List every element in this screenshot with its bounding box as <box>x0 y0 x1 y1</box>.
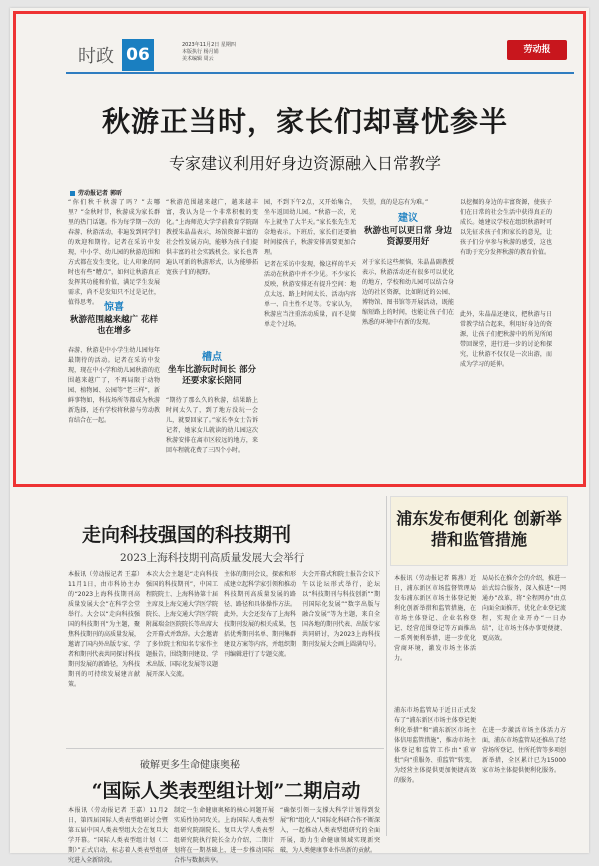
phenome-col3: “确保引领一支撑大科学计划得到发展”和“组化人”国际化科研合作不断深入，一起推动人类表型组研究的全面开展，助力生命健康领域实现新突破，为人类健康事业作出新的贡献。 <box>280 807 380 854</box>
subhead-complaint-title: 坐车比游玩时间长 部分还要求家长陪同 <box>168 365 256 386</box>
pudong-col1-para1: 本报讯（劳动报记者 陈燕）近日，浦东新区市场监督管理局发布浦东新区市场主体登记便利化创新举措和监管措施，在市场主体登记、企业名称登记、经营范围登记等方面推出一系列便利举措，进一步优化营商环境，激发市场主体活力。 <box>394 575 476 662</box>
lead-col5-para1: 以挖掘的身边的丰富资源，使孩子们在日常的社会生活中获得真正的成长。她建议学校在组织秋游时可以先征求孩子们和家长的意见，让孩子们分享参与秋游的感受，这也有助于充分发挥秋游的教育价值。 <box>460 199 552 256</box>
lead-col1-para2: 春游、秋游是中小学生幼儿园每年最期待的活动。记者在采访中发现，现在中小学和幼儿园秋游的范围越来越广了，不再局限于动物园、植物园、公园等“老三样”，新鲜事物如，科技场所等都成为秋游新选择，还有学校将秋游与劳动教育结合在一起。 <box>68 347 160 424</box>
lead-subheadline: 专家建议利用好身边资源融入日常教学 <box>168 154 441 173</box>
review-line: 美术编辑 周云 <box>182 56 214 62</box>
subhead-advice-title: 秋游也可以更日常 身边资源要用好 <box>364 226 452 247</box>
story-divider <box>66 748 384 749</box>
lead-col4-para2: 对于家长这些烦恼，朱晶晶副教授表示，秋游活动还有很多可以优化的地方，学校和幼儿园可以结合身边的社区资源，比如附近的公园、博物馆、图书馆等开展活动，既能缩短路上的时间，也能让孩子们在熟悉的环境中有新的发现。 <box>362 259 454 326</box>
masthead-rule <box>66 72 574 74</box>
tech-headline: 走向科技强国的科技期刊 <box>82 524 292 546</box>
subhead-complaint <box>166 351 258 387</box>
lead-col3-para2: 记者在采访中发现，像这样的半天活动在秋游中并不少见。不少家长反映，秋游安排还有提升空间：地点太远、路上时间太长、活动内容单一、自主性不足等。专家认为，秋游应当注重活动质量，而不是简单走个过场。 <box>264 261 356 328</box>
subhead-surprise-title: 秋游范围越来越广 花样也在增多 <box>70 315 158 336</box>
subhead-surprise <box>68 301 160 337</box>
pudong-headline: 浦东发布便利化 创新举措和监管措施 <box>396 509 562 549</box>
tech-col3: 主体的期刊会议，探索和形成建立起科学家引领和推动科技期刊高质量发展的路径、路径和具体操作方法。此外，大会还发布了上海科技期刊发展的相关成果，包括优秀期刊名单、期刊集群建设方案等内容，并组织期刊编辑进行了专题交流。 <box>224 571 297 658</box>
lead-col3-para1: 园，不到下午2点，又开始集合，坐车返回幼儿园。“秋游一次，光车上就坐了大半天。”家长张先生无奈地表示。下班后，家长们还要抽时间接孩子，秋游安排需要更加合理。 <box>264 199 356 256</box>
phenome-kicker: 破解更多生命健康奥秘 <box>140 760 240 771</box>
lead-col5-para2: 此外，朱晶晶还建议，把秋游与日常教学结合起来，利用好身边的资源，让孩子们把秋游中的所见所闻带回课堂，进行进一步的讨论和探究，让秋游不仅仅是一次出游，而成为学习的延伸。 <box>460 311 552 368</box>
lead-byline: 劳动报记者 郭昕 <box>70 188 122 197</box>
lead-col2-para1: “秋游范围越来越广，越来越丰富，我认为是一个非常积极的变化。”上海师范大学学前教育学院副教授朱晶晶表示，场馆资源丰富的社会性发展方向，能够为孩子们提供丰富的社会实践机会。家长也普遍认可新的秋游形式，认为能够拓宽孩子们的视野。 <box>166 199 258 276</box>
lead-headline: 秋游正当时，家长们却喜忧参半 <box>101 105 508 138</box>
lead-col2-para2: “期待了那么久的秋游，结果路上时间太久了，到了地方没玩一会儿，就要回家了。”家长李女士告诉记者，她家女儿就读的幼儿园这次秋游安排在离市区较远的地方，来回车程就花费了三四个小时。 <box>166 397 258 454</box>
newspaper-logo: 劳动报 <box>507 40 567 60</box>
subhead-advice-tag: 建议 <box>398 213 418 224</box>
lead-col1-para1: “你们秋千秋游了吗？”去哪里？”金秋时节，秋游成为家长群里的热门话题。作为每学期一次的春游、秋游活动，非遍发到同学们的欢迎和期待。记者在采访中发现，中小学、幼儿园的秋游范围和方式都在发生变化，让人印象的同时也有些“糟点”，如何让秋游真正发挥其功能和价值，满足学生发展需求，尚不是发知只不过是记住，值得思考。 <box>68 199 160 306</box>
pudong-col2-para2: 在进一步激活市场主体活力方面，浦东市场监管局还推出了经营场所登记、住所托管等多项创新举措，全区累计已为15000家市场主体提供便利化服务。 <box>482 727 567 774</box>
subhead-advice <box>362 212 454 248</box>
column-divider <box>386 496 387 836</box>
newspaper-page <box>10 8 589 864</box>
editor-line: 本版执行 杨月娟 <box>182 49 219 55</box>
section-title: 时政 <box>78 46 114 67</box>
tech-col2: 本次大会主题是“走向科技强国的科技期刊”，中国工程院院士、上海科协第十届主席及上海交通大学医学院院长、上海交通大学医学院附属瑞金医院院长等出席大会开幕式并致辞。大会邀请了多位院士和知名专家作主题报告，围绕期刊建设、学术出版、国际化发展等议题展开深入交流。 <box>146 571 219 678</box>
tech-col1: 本报讯（劳动报记者 王嘉）11月1日，由市科协主办的“2023上海科技期刊高质量发展大会”在科学会堂举行。大会以“走向科技强国的科技期刊”为主题，聚焦科技期刊的高质量发展，邀请了国内外出版专家、学者和期刊代表共同探讨科技期刊发展的新路径，为科技期刊的可持续发展建言献策。 <box>68 571 141 688</box>
phenome-headline: “国际人类表型组计划”二期启动 <box>91 780 361 802</box>
tech-subheadline: 2023上海科技期刊高质量发展大会举行 <box>120 552 305 564</box>
subhead-complaint-tag: 槽点 <box>202 352 222 363</box>
pudong-col1-para2: 浦东市场监管局于近日正式发布了“浦东新区市场主体登记便利化举措”和“浦东新区市场主体信用监管措施”，推动市场主体登记和监管工作由“重审批”向“重服务、重监管”转变，为经营主体提供更加便捷高效的服务。 <box>394 707 476 784</box>
subhead-surprise-tag: 惊喜 <box>104 302 124 313</box>
phenome-col2: 制定一生命健康奥秘的核心问题开展实质性协同攻关。上海国际人类表型组研究院副院长、复旦大学人类表型组研究院执行院长金力介绍，二期计划将在一期基础上，进一步推动国际合作与数据共享。 <box>174 807 274 864</box>
pudong-col2-para1: 局局长在推介会的介绍，推进一站式综合服务，深入推进“一网通办”改革，将“全程网办”由点向面全面推开，优化企业登记流程，实现企业开办“一日办结”，让市场主体办事更便捷、更高效。 <box>482 575 567 642</box>
tech-col4: 大会开幕式和院士报告会议下午以论坛形式举行，论坛以“科技期刊与科技创新”“期刊国际化发展”“数字出版与融合发展”等为主题，来自全国各地的期刊代表、出版专家共同研讨，为2023上海科技期刊发展大会画上圆满句号。 <box>302 571 381 648</box>
date-line: 2023年11月2日 星期四 <box>182 42 236 48</box>
lead-col4-para1: 失望，真的是忘有为难。” <box>362 199 429 206</box>
page-number: 06 <box>122 39 154 71</box>
masthead-meta <box>182 42 236 63</box>
phenome-col1: 本报讯（劳动报记者 王嘉）11月2日，第四届国际人类表型组研讨会暨第五届中国人类表型组大会在复旦大学开幕。“国际人类表型组计划（二期）”正式启动，标志着人类表型组研究进入全新阶段。 <box>68 807 168 864</box>
